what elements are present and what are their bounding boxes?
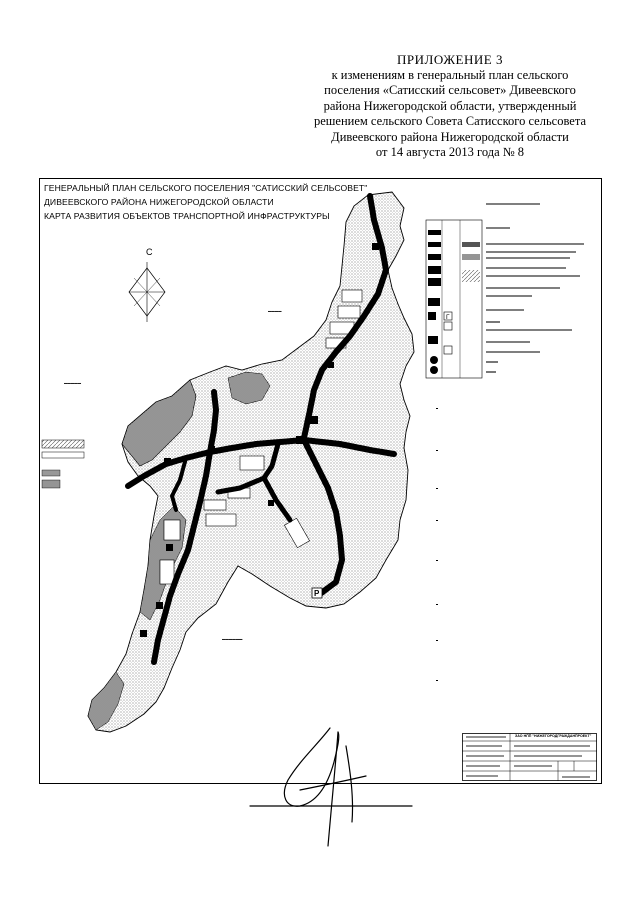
transport-object-icon — [164, 458, 171, 465]
transport-object-icon — [328, 362, 334, 368]
north-arrow-icon — [129, 247, 165, 322]
transport-object-icon — [166, 544, 173, 551]
transport-object-icon — [268, 500, 274, 506]
appendix-line: района Нижегородской области, утвержденный — [323, 98, 577, 113]
parking-icon — [312, 588, 322, 598]
map-title-line: ДИВЕЕВСКОГО РАЙОНА НИЖЕГОРОДСКОЙ ОБЛАСТИ — [44, 197, 274, 207]
legend-panel — [426, 204, 584, 378]
map-label: ▬▬▬▬▬▬ — [222, 637, 243, 641]
transport-object-icon — [296, 436, 304, 444]
map-label: ▬▬▬▬▬ — [64, 381, 81, 385]
transport-object-icon — [372, 243, 379, 250]
signature — [250, 728, 412, 846]
appendix-line: решением сельского Совета Сатисского сельсовета — [313, 114, 586, 128]
transport-object-icon — [140, 630, 147, 637]
appendix-title: ПРИЛОЖЕНИЕ 3 — [397, 52, 503, 67]
stamp-organization: ЗАО НПП "НИЖЕГОРОДГРАЖДАНПРОЕКТ" — [515, 734, 592, 738]
map-title-line: КАРТА РАЗВИТИЯ ОБЪЕКТОВ ТРАНСПОРТНОЙ ИНФРАСТРУКТУРЫ — [44, 211, 330, 221]
north-label: С — [146, 247, 153, 257]
title-block-stamp — [462, 733, 597, 781]
appendix-line: Дивеевского района Нижегородской области — [331, 129, 569, 144]
left-legend — [42, 440, 84, 488]
appendix-line: поселения «Сатисский сельсовет» Дивеевского — [324, 83, 576, 97]
legend-glyph: Г — [446, 314, 450, 321]
transport-object-icon — [208, 446, 215, 453]
map-label: ▬▬▬▬ — [268, 309, 282, 313]
side-markers — [436, 408, 438, 681]
appendix-line: от 14 августа 2013 года № 8 — [375, 145, 525, 159]
appendix-line: к изменениям в генеральный план сельского — [331, 67, 569, 82]
transport-object-icon — [156, 602, 163, 609]
transport-object-icon — [310, 416, 318, 424]
map-title-line: ГЕНЕРАЛЬНЫЙ ПЛАН СЕЛЬСКОГО ПОСЕЛЕНИЯ "САТИССКИЙ СЕЛЬСОВЕТ" — [44, 183, 368, 193]
parking-label: Р — [314, 589, 320, 598]
